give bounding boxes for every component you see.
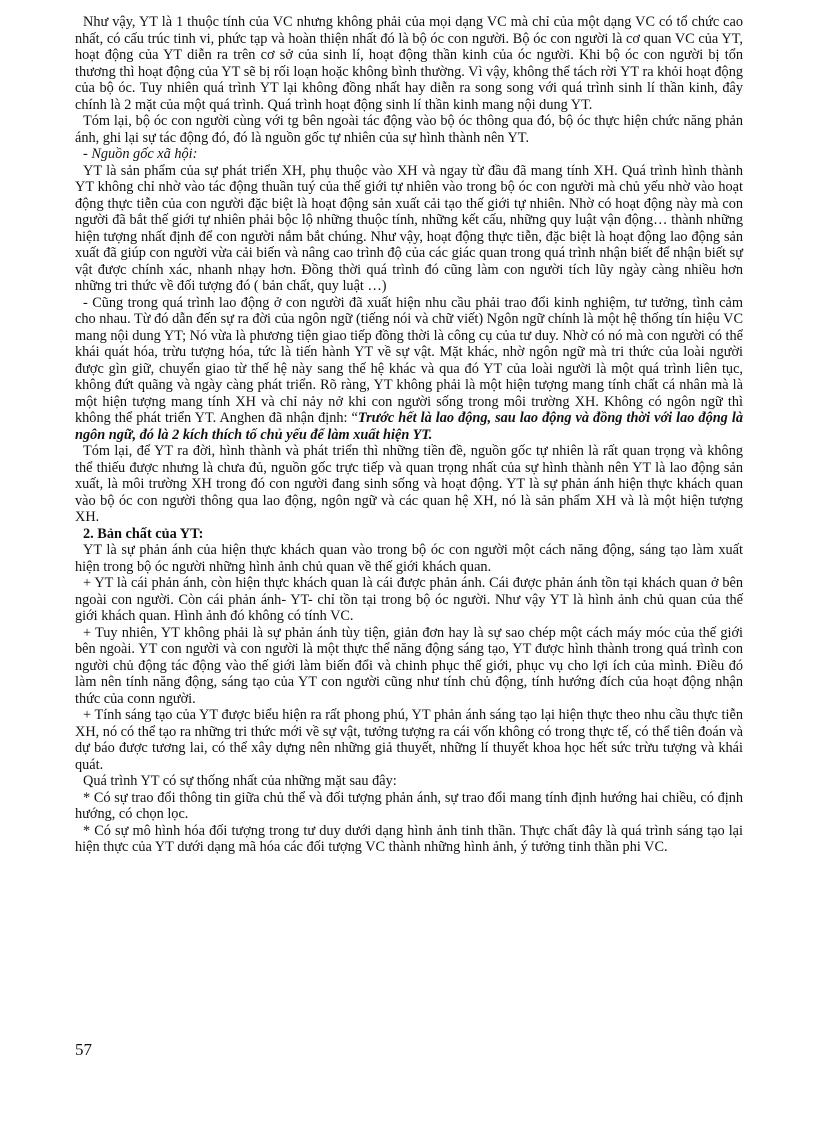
paragraph: + Tuy nhiên, YT không phải là sự phản ánh tùy tiện, giản đơn hay là sự sao chép một cách máy móc của thế giới bên ngoài. YT con người và con người là một thực thể năng động sáng tạo, YT được hình thành trong quá trình con người chủ động tác động vào thế giới làm biến đổi và chinh phục thế giới, phục vụ cho lợi ích của mình. Điều đó làm nên tính năng động, sáng tạo của YT con người cũng như tính chủ động, tính hướng đích của hoạt động nhận thức của conn người. — [75, 624, 743, 707]
engels-quote: Trước hết là lao động, sau lao động và đồng thời với lao động là ngôn ngữ, đó là 2 kích thích tố chủ yếu để làm xuất hiện YT. — [75, 410, 743, 443]
paragraph: YT là sự phản ánh của hiện thực khách quan vào trong bộ óc con người một cách năng động, sáng tạo làm xuất hiện trong bộ óc người những hình ảnh chủ quan về thế giới khách quan. — [75, 542, 743, 575]
paragraph: Tóm lại, để YT ra đời, hình thành và phát triển thì những tiền đề, nguồn gốc tự nhiên là rất quan trọng và không thể thiếu được nhưng là chưa đủ, nguồn gốc trực tiếp và quan trọng nhất của sự hình thành nên YT là lao động sản xuất, là môi trường XH trong đó con người đang sinh sống và hoạt động. YT là sự phản ánh hiện thực khách quan vào bộ óc con người thông qua lao động, ngôn ngữ và các quan hệ XH, nó là sản phẩm XH và là một hiện tượng XH. — [75, 443, 743, 525]
document-body — [75, 14, 743, 856]
paragraph-text: - Cũng trong quá trình lao động ở con người đã xuất hiện nhu cầu phải trao đổi kinh nghiệm, tư tưởng, tình cảm cho nhau. Từ đó dẫn đến sự ra đời của ngôn ngữ (tiếng nói và chữ viết) Ngôn ngữ chính là một hệ thống tín hiệu VC mang nội dung YT; Nó vừa là phương tiện giao tiếp đồng thời là công cụ của tư duy. Nhờ có nó mà con người có thể khái quát hóa, trừu tượng hóa, tức là tiến hành YT về sự vật. Mặt khác, nhờ ngôn ngữ mà tri thức của loài người được gìn giữ, chuyển giao từ thế hệ này sang thế hệ khác và qua đó YT của loài người là một quá trình liên tục, không đứt quãng và ngày càng phát triển. Rõ ràng, YT không phải là một hiện tượng mang tính chất cá nhân mà là một hiện tượng mang tính XH và chỉ nảy nở khi con người sống trong môi trường XH. Không có ngôn ngữ thì không thể phát triển YT. Anghen đã nhận định: “ — [75, 294, 743, 426]
paragraph: + Tính sáng tạo của YT được biểu hiện ra rất phong phú, YT phản ánh sáng tạo lại hiện thực theo nhu cầu thực tiễn XH, nó có thể tạo ra những tri thức mới về sự vật, tưởng tượng ra cái vốn không có trong thực tế, có thể tiên đoán và dự báo được tương lai, có thể xây dựng nên những giả thuyết, những lí thuyết khoa học hết sức trừu tượng và khái quát. — [75, 707, 743, 773]
paragraph: Tóm lại, bộ óc con người cùng với tg bên ngoài tác động vào bộ óc thông qua đó, bộ óc thực hiện chức năng phản ánh, ghi lại sự tác động đó, đó là nguồn gốc tự nhiên của sự hình thành nên YT. — [75, 113, 743, 146]
bullet-item: * Có sự trao đổi thông tin giữa chủ thể và đối tượng phản ánh, sự trao đổi mang tính định hướng hai chiều, có định hướng, có chọn lọc. — [75, 789, 743, 822]
bullet-item: * Có sự mô hình hóa đối tượng trong tư duy dưới dạng hình ảnh tinh thần. Thực chất đây là quá trình sáng tạo lại hiện thực của YT dưới dạng mã hóa các đối tượng VC thành những hình ảnh, ý tưởng tinh thần phi VC. — [75, 822, 743, 855]
page-number: 57 — [75, 1040, 92, 1059]
paragraph: YT là sản phẩm của sự phát triển XH, phụ thuộc vào XH và ngay từ đầu đã mang tính XH. Quá trình hình thành YT không chỉ nhờ vào tác động thuần tuý của thế giới tự nhiên vào trong bộ óc con người mà chủ yếu nhờ vào hoạt động thực tiễn của con người đặc biệt là hoạt động sản xuất cải tạo thế giới tự nhiên. Nhờ có hoạt động này mà con người đã bắt thế giới tự nhiên phải bộc lộ những thuộc tính, những kết cấu, những quy luật vận động… thành những hiện tượng nhất định để con người nắm bắt chúng. Như vậy, hoạt động thực tiễn, đặc biệt là hoạt động lao động sản xuất đã giúp con người vừa cải biến và nâng cao trình độ của các giác quan trong quá trình nhận biết để nhận biết sự vật được chính xác, nhanh nhạy hơn. Đồng thời quá trình đó cũng làm con người tích lũy ngày càng nhiều hơn những tri thức về đối tượng đó ( bản chất, quy luật …) — [75, 162, 743, 294]
paragraph: Quá trình YT có sự thống nhất của những mặt sau đây: — [83, 773, 397, 789]
section-heading: 2. Bản chất của YT: — [83, 525, 204, 542]
paragraph: + YT là cái phản ánh, còn hiện thực khách quan là cái được phản ánh. Cái được phản ánh tồn tại khách quan ở bên ngoài con người. Còn cái phản ánh- YT- chỉ tồn tại trong bộ óc người. Như vậy YT là hình ảnh chủ quan của thế giới khách quan. Hình ảnh đó không có tính VC. — [75, 575, 743, 624]
subheading-social-origin: - Nguồn gốc xã hội: — [83, 146, 198, 162]
paragraph: Như vậy, YT là 1 thuộc tính của VC nhưng không phải của mọi dạng VC mà chỉ của một dạng VC có tổ chức cao nhất, có cấu trúc tinh vi, phức tạp và hoàn thiện nhất đó là bộ óc con người. Bộ óc con người là cơ quan VC của YT, hoạt động của YT diễn ra trên cơ sở của sinh lí, hoạt động thần kinh của óc người. Khi bộ óc con người bị tổn thương thì hoạt động của YT sẽ bị rối loạn hoặc không bình thường. Vì vậy, không thể tách rời YT ra khỏi hoạt động của bộ óc. Tuy nhiên quá trình YT lại không đồng nhất hay diễn ra song song với quá trình sinh lí thần kinh, đây chính là 2 mặt của một quá trình. Quá trình hoạt động sinh lí thần kinh mang nội dung YT. — [75, 14, 743, 113]
paragraph — [75, 295, 743, 444]
